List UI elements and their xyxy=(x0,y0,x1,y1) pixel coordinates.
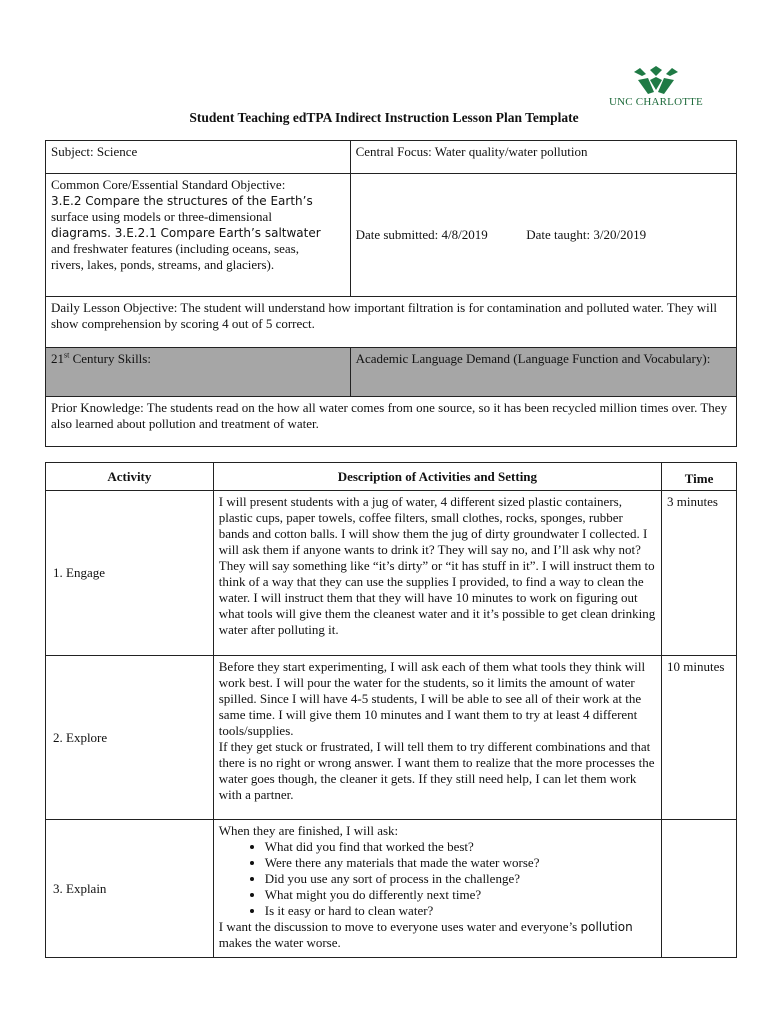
list-item: • Were there any materials that made the water worse? xyxy=(265,855,656,871)
explain-description xyxy=(213,820,661,958)
list-item: • What might you do differently next time? xyxy=(265,887,656,903)
date-taught: Date taught: 3/20/2019 xyxy=(526,227,647,242)
subject-cell: Subject: Science xyxy=(46,141,351,174)
explore-paragraph-2: If they get stuck or frustrated, I will tell them to try different combinations and that there is no right or wrong answer. I want them to realize that the more processes the water goes though, the cleaner it gets. If they still need help, I can let them work with a partner. xyxy=(218,739,655,802)
explain-closing-b: pollution xyxy=(580,920,633,934)
date-submitted: Date submitted: 4/8/2019 xyxy=(355,227,488,242)
unc-charlotte-logo xyxy=(604,66,708,110)
academic-language-cell: Academic Language Demand (Language Function and Vocabulary): xyxy=(350,348,736,397)
prior-knowledge-cell: Prior Knowledge: The students read on the how all water comes from one source, so it has been recycled million times over. They also learned about pollution and treatment of water. xyxy=(46,397,737,447)
explain-time xyxy=(662,820,737,958)
objective-code: 3.E.2 Compare the structures of the Earth’s xyxy=(51,194,313,208)
engage-description: I will present students with a jug of water, 4 different sized plastic containers, plastic cups, paper towels, coffee filters, small clothes, rocks, sponges, rubber bands and cotton balls. I will show them the jug of dirty groundwater I collected. I will ask them if anyone wants to drink it? They will say no, and I’ll ask why not? They will say something like “it’s dirty” or “it has stuff in it”. I will instruct them to think of a way that they can use the supplies I provided, to find a way to clean the water. I will instruct them that they will have 10 minutes to work on figuring out what tools will give them the cleanest water and it it’s possible to get clean drinking water after polluting it. xyxy=(213,491,661,656)
time-header: Time xyxy=(662,463,737,491)
explore-description xyxy=(213,656,661,820)
dates-cell xyxy=(350,174,736,297)
objective-line-5: rivers, lakes, ponds, streams, and glaciers). xyxy=(51,257,275,272)
century-rest: Century Skills: xyxy=(69,351,151,366)
objective-label: Common Core/Essential Standard Objective: xyxy=(51,177,286,192)
objective-line-4: and freshwater features (including oceans, seas, xyxy=(51,241,299,256)
list-item: • Is it easy or hard to clean water? xyxy=(265,903,656,919)
explain-closing xyxy=(219,919,656,935)
century-num: 21 xyxy=(51,351,64,366)
list-item: • What did you find that worked the best? xyxy=(265,839,656,855)
engage-time: 3 minutes xyxy=(662,491,737,656)
page-title: Student Teaching edTPA Indirect Instruction Lesson Plan Template xyxy=(189,110,579,125)
logo-text: UNC CHARLOTTE xyxy=(609,96,703,108)
activity-engage: 1. Engage xyxy=(46,491,214,656)
description-header: Description of Activities and Setting xyxy=(213,463,661,491)
objective-cell xyxy=(46,174,351,297)
crown-icon xyxy=(604,66,708,96)
explain-closing-2: makes the water worse. xyxy=(218,935,341,950)
central-focus-cell: Central Focus: Water quality/water pollution xyxy=(350,141,736,174)
explain-question-list xyxy=(219,839,656,919)
activity-explain: 3. Explain xyxy=(46,820,214,958)
explain-intro: When they are finished, I will ask: xyxy=(218,823,399,838)
activity-header: Activity xyxy=(46,463,214,491)
daily-objective-cell: Daily Lesson Objective: The student will understand how important filtration is for contamination and polluted water. They will show comprehension by scoring 4 out of 5 correct. xyxy=(46,297,737,348)
activity-explore: 2. Explore xyxy=(46,656,214,820)
explore-time: 10 minutes xyxy=(662,656,737,820)
explore-paragraph-1: Before they start experimenting, I will ask each of them what tools they think will work best. I will pour the water for the students, so it limits the amount of water spilled. Since I will have 4-5 students, I will be able to see all of their work at the same time. I will give them 10 minutes and I want them to try at least 4 different tools/supplies. xyxy=(218,659,646,738)
objective-line-2: surface using models or three-dimensional xyxy=(51,209,272,224)
century-skills-cell xyxy=(46,348,351,397)
century-sup: st xyxy=(64,350,70,360)
explain-closing-a: I want the discussion to move to everyone uses water and everyone’s xyxy=(218,919,581,934)
list-item: • Did you use any sort of process in the challenge? xyxy=(265,871,656,887)
lesson-info-table xyxy=(45,140,737,447)
objective-line-3: diagrams. 3.E.2.1 Compare Earth’s saltwater xyxy=(51,226,321,240)
activities-table xyxy=(45,462,737,958)
